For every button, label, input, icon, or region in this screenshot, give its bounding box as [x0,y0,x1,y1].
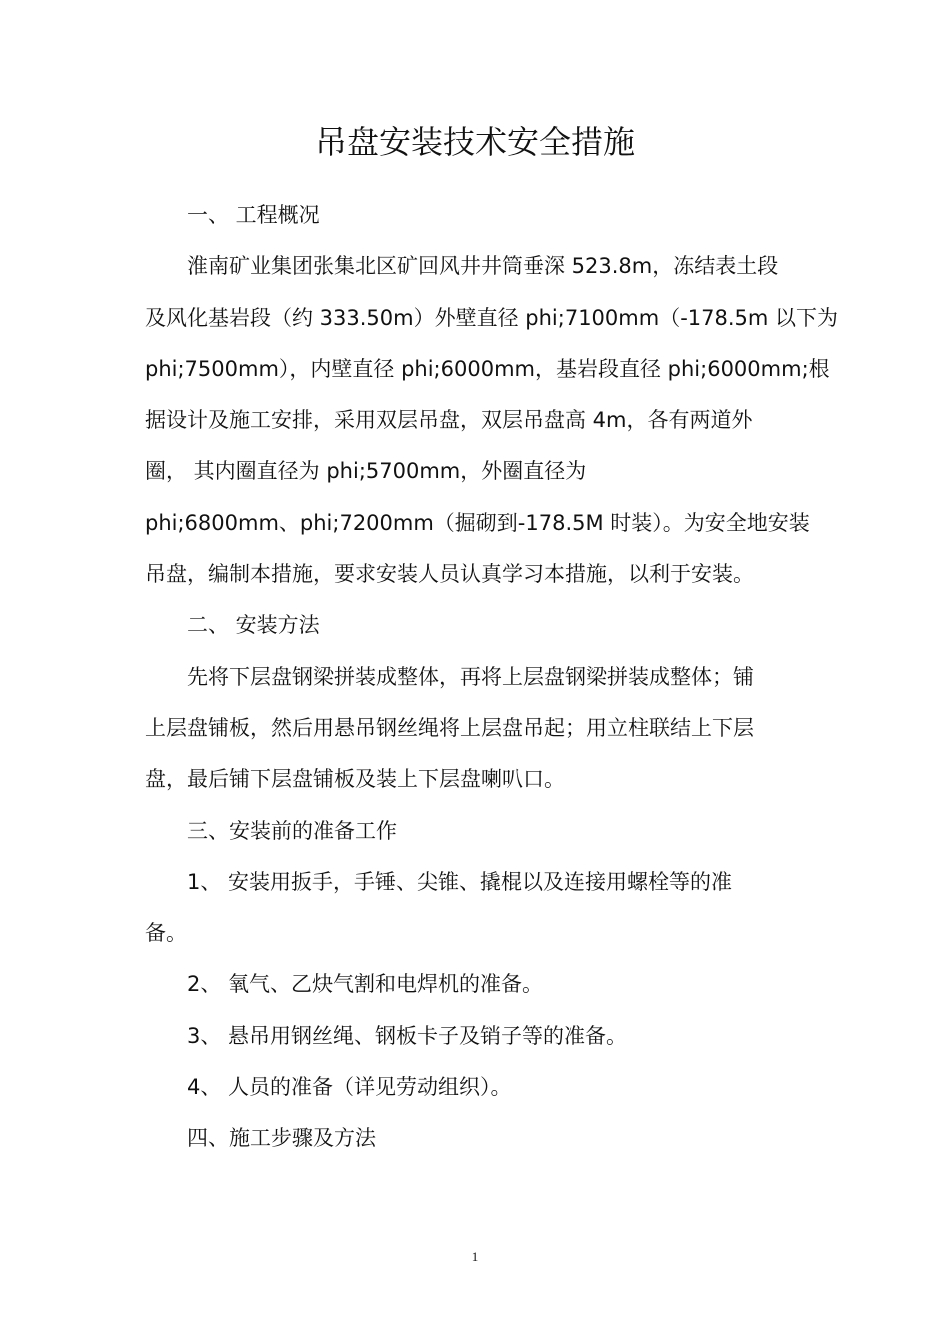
paragraph-line: 及风化基岩段（约 333.50m）外壁直径 phi;7100mm（-178.5m 以下为 [145,305,839,330]
paragraph-line: 盘，最后铺下层盘铺板及装上下层盘喇叭口。 [145,767,565,792]
list-item: 2、 氧气、乙炔气割和电焊机的准备。 [187,972,544,997]
paragraph-line: 吊盘，编制本措施，要求安装人员认真学习本措施，以利于安装。 [145,562,754,587]
paragraph-line: 上层盘铺板，然后用悬吊钢丝绳将上层盘吊起；用立柱联结上下层 [145,715,754,740]
paragraph-line: 先将下层盘钢梁拼装成整体，再将上层盘钢梁拼装成整体；铺 [187,664,754,689]
list-item: 4、 人员的准备（详见劳动组织）。 [187,1075,512,1100]
paragraph-line: 淮南矿业集团张集北区矿回风井井筒垂深 523.8m，冻结表土段 [187,254,779,279]
list-item: 1、 安装用扳手，手锤、尖锥、撬棍以及连接用螺栓等的准 [187,869,733,894]
section-heading-method: 二、 安装方法 [187,613,320,638]
page-number: 1 [471,1249,479,1264]
paragraph-line: phi;7500mm），内壁直径 phi;6000mm，基岩段直径 phi;6000mm;根 [145,356,830,381]
list-item: 3、 悬吊用钢丝绳、钢板卡子及销子等的准备。 [187,1023,628,1048]
document-body [145,190,839,1165]
paragraph-line: 圈， 其内圈直径为 phi;5700mm，外圈直径为 [145,459,587,484]
document-title: 吊盘安装技术安全措施 [314,123,635,161]
section-heading-preparation: 三、安装前的准备工作 [187,818,397,843]
section-heading-overview: 一、 工程概况 [187,203,320,227]
list-item-continuation: 备。 [145,921,187,946]
paragraph-line: 据设计及施工安排，采用双层吊盘，双层吊盘高 4m，各有两道外 [145,408,753,433]
paragraph-line: phi;6800mm、phi;7200mm（掘砌到-178.5M 时装）。为安全地安装 [145,510,810,535]
section-heading-steps: 四、施工步骤及方法 [187,1126,376,1151]
